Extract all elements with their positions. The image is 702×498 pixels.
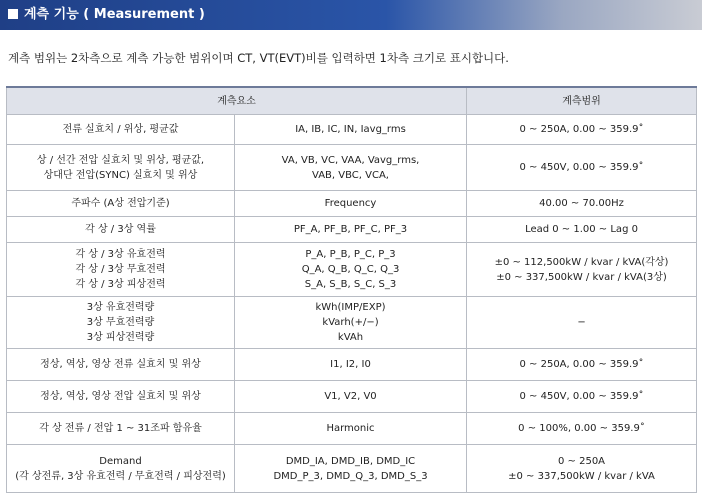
cell-range-line: 0 ~ 100%, 0.00 ~ 359.9˚ — [518, 423, 645, 434]
cell-symbols-line: DMD_IA, DMD_IB, DMD_IC — [285, 455, 416, 467]
cell-element — [7, 243, 235, 297]
cell-element — [7, 445, 235, 493]
table-row — [7, 445, 697, 493]
cell-element-line: 상 / 선간 전압 실효치 및 위상, 평균값, — [36, 154, 205, 166]
cell-element-line: 주파수 (A상 전압기준) — [71, 198, 170, 209]
square-bullet-icon — [8, 9, 18, 19]
cell-range-line: Lead 0 ~ 1.00 ~ Lag 0 — [525, 224, 638, 235]
cell-symbols-line: PF_A, PF_B, PF_C, PF_3 — [293, 224, 408, 235]
cell-range — [467, 243, 697, 297]
cell-range-line: 0 ~ 250A, 0.00 ~ 359.9˚ — [519, 124, 644, 135]
table-row — [7, 145, 697, 191]
section-title-text: 계측 기능 ( Measurement ) — [24, 7, 205, 22]
cell-range — [467, 349, 697, 381]
column-header-range: 계측범위 — [467, 87, 697, 115]
cell-range — [467, 217, 697, 243]
table-row — [7, 381, 697, 413]
cell-element — [7, 413, 235, 445]
cell-range — [467, 297, 697, 349]
cell-range-line: 0 ~ 250A — [558, 455, 606, 467]
cell-symbols-line: V1, V2, V0 — [324, 391, 377, 402]
cell-symbols-line: DMD_P_3, DMD_Q_3, DMD_S_3 — [273, 470, 428, 482]
cell-symbols-line: Q_A, Q_B, Q_C, Q_3 — [301, 264, 400, 275]
cell-symbols-line: kVarh(+/−) — [322, 317, 379, 328]
cell-element-line: 3상 무효전력량 — [86, 317, 155, 328]
cell-range — [467, 445, 697, 493]
cell-range-line: 0 ~ 450V, 0.00 ~ 359.9˚ — [519, 391, 644, 402]
cell-symbols — [235, 217, 467, 243]
cell-symbols-line: P_A, P_B, P_C, P_3 — [305, 249, 396, 260]
table-row — [7, 349, 697, 381]
section-title — [8, 0, 205, 30]
cell-element-line: 각 상 / 3상 역률 — [85, 224, 156, 235]
cell-symbols — [235, 297, 467, 349]
cell-range — [467, 191, 697, 217]
cell-symbols-line: IA, IB, IC, IN, Iavg_rms — [295, 124, 406, 135]
cell-range-line: 0 ~ 450V, 0.00 ~ 359.9˚ — [519, 162, 644, 173]
cell-symbols — [235, 191, 467, 217]
cell-element-line: 3상 피상전력량 — [86, 332, 155, 343]
cell-symbols-line: kVAh — [337, 332, 364, 343]
cell-element-line: 정상, 역상, 영상 전류 실효치 및 위상 — [40, 359, 201, 370]
cell-range-line: 40.00 ~ 70.00Hz — [539, 198, 624, 209]
cell-symbols-line: Frequency — [324, 198, 377, 209]
cell-element-line: 각 상 / 3상 무효전력 — [75, 264, 166, 275]
cell-symbols — [235, 349, 467, 381]
cell-symbols-line: VA, VB, VC, VAA, Vavg_rms, — [281, 154, 420, 166]
cell-range-line: ±0 ~ 337,500kW / kvar / kVA(3상) — [496, 271, 667, 283]
table-row — [7, 413, 697, 445]
cell-element-line: 각 상 / 3상 유효전력 — [75, 249, 166, 260]
table-row — [7, 243, 697, 297]
cell-element — [7, 297, 235, 349]
cell-element-line: 전류 실효치 / 위상, 평균값 — [62, 124, 179, 135]
cell-element — [7, 349, 235, 381]
section-header — [0, 0, 702, 30]
cell-symbols-line: S_A, S_B, S_C, S_3 — [304, 279, 397, 290]
table-header-row — [7, 87, 697, 115]
cell-range — [467, 381, 697, 413]
cell-element-line: 3상 유효전력량 — [86, 302, 155, 313]
cell-element-line: 각 상 전류 / 전압 1 ~ 31조파 함유율 — [39, 423, 202, 434]
cell-element — [7, 115, 235, 145]
cell-symbols-line: VAB, VBC, VCA, — [312, 169, 389, 181]
measurement-table — [6, 86, 697, 493]
cell-element-line: (각 상전류, 3상 유효전력 / 무효전력 / 피상전력) — [15, 470, 226, 482]
cell-element — [7, 381, 235, 413]
cell-element-line: 정상, 역상, 영상 전압 실효치 및 위상 — [40, 391, 201, 402]
cell-range-line: ±0 ~ 337,500kW / kvar / kVA — [508, 470, 655, 482]
cell-symbols-line: Harmonic — [326, 423, 375, 434]
cell-range — [467, 115, 697, 145]
cell-symbols — [235, 381, 467, 413]
cell-symbols — [235, 413, 467, 445]
table-row — [7, 191, 697, 217]
cell-range — [467, 413, 697, 445]
cell-range-line: − — [577, 317, 586, 328]
table-row — [7, 115, 697, 145]
cell-symbols — [235, 445, 467, 493]
table-row — [7, 217, 697, 243]
cell-element — [7, 191, 235, 217]
cell-symbols — [235, 145, 467, 191]
cell-element — [7, 217, 235, 243]
column-header-element: 계측요소 — [7, 87, 467, 115]
cell-range-line: ±0 ~ 112,500kW / kvar / kVA(각상) — [494, 256, 669, 268]
table-row — [7, 297, 697, 349]
cell-element — [7, 145, 235, 191]
cell-element-line: 상대단 전압(SYNC) 실효치 및 위상 — [43, 169, 198, 181]
cell-range — [467, 145, 697, 191]
cell-symbols — [235, 243, 467, 297]
cell-symbols-line: I1, I2, I0 — [330, 359, 371, 370]
cell-element-line: 각 상 / 3상 피상전력 — [75, 279, 166, 290]
cell-symbols-line: kWh(IMP/EXP) — [315, 302, 386, 313]
cell-range-line: 0 ~ 250A, 0.00 ~ 359.9˚ — [519, 359, 644, 370]
cell-symbols — [235, 115, 467, 145]
cell-element-line: Demand — [99, 455, 142, 467]
intro-text: 계측 범위는 2차측으로 계측 가능한 범위이며 CT, VT(EVT)비를 입력하면 1차측 크기로 표시합니다. — [8, 51, 509, 65]
